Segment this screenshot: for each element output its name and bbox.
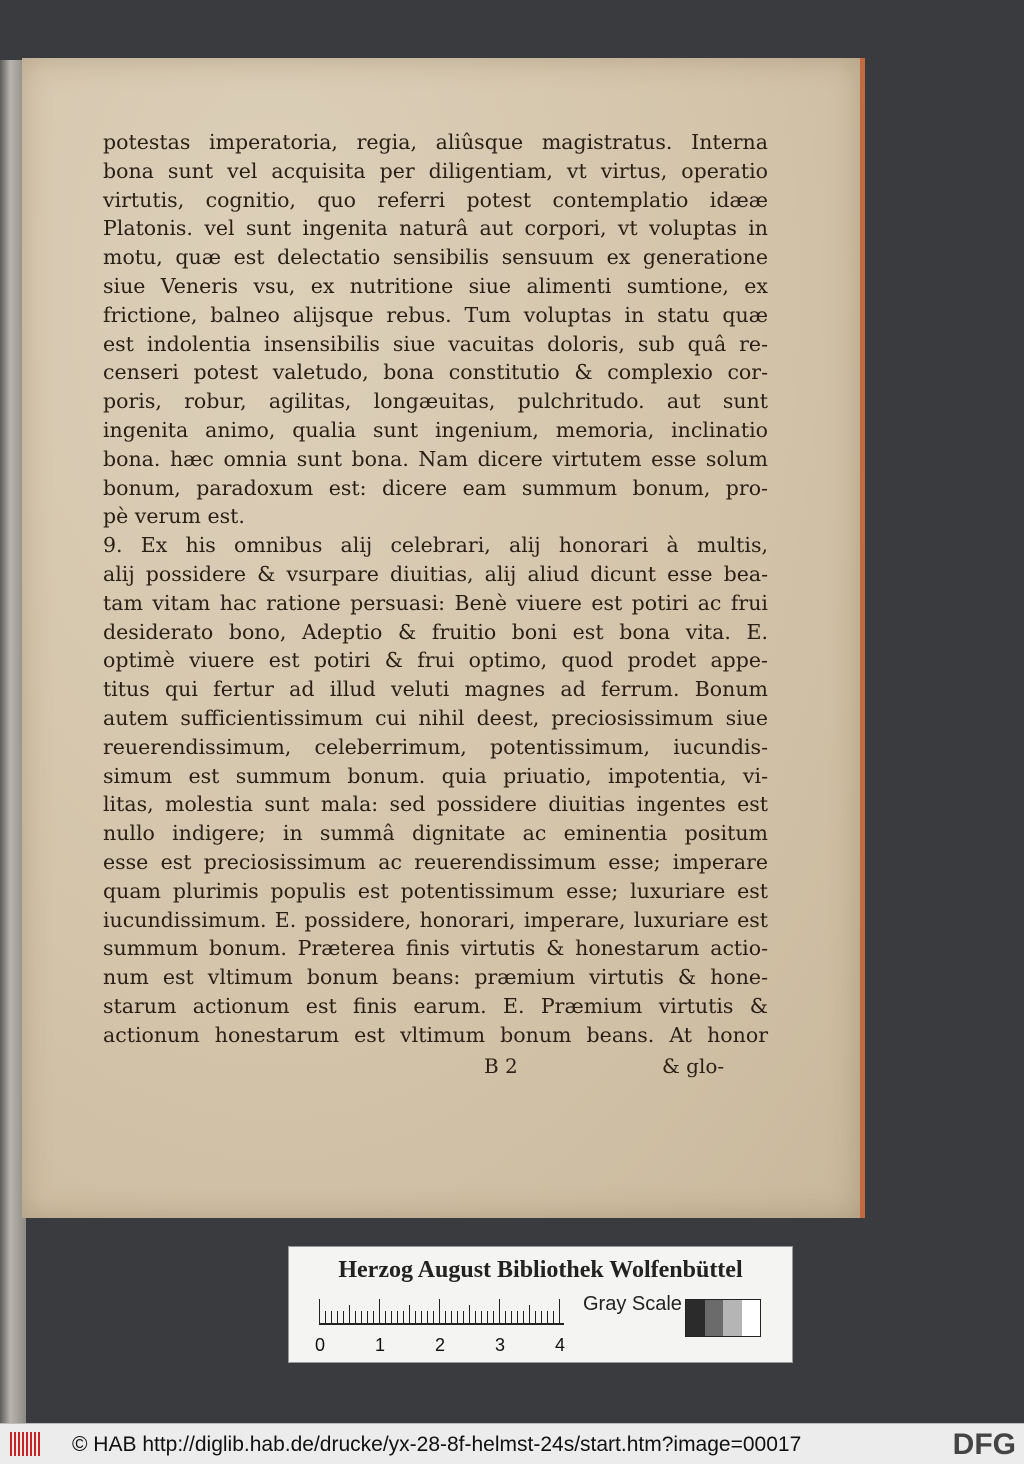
text-line: summum bonum. Præterea finis virtutis & honestarum actio- [103, 936, 768, 961]
ruler-tick [487, 1311, 488, 1323]
catchword: & glo- [662, 1054, 725, 1078]
ruler-tick [319, 1299, 320, 1323]
ruler-tick [349, 1305, 350, 1323]
text-line: bona sunt vel acquisita per diligentiam, vt virtus, operatio [103, 158, 768, 183]
barcode-icon [10, 1432, 44, 1456]
ruler-tick [337, 1311, 338, 1323]
text-line: virtutis, cognitio, quo referri potest contemplatio idææ [103, 187, 768, 212]
library-color-card [288, 1246, 793, 1363]
ruler-tick [325, 1311, 326, 1323]
ruler-tick [445, 1311, 446, 1323]
ruler-tick [481, 1311, 482, 1323]
ruler-label: 0 [315, 1335, 326, 1355]
book-page [22, 58, 865, 1218]
text-line: potestas imperatoria, regia, aliûsque magistratus. Interna [103, 130, 768, 154]
ruler-tick [505, 1311, 506, 1323]
page-text [103, 128, 768, 1050]
text-line: autem sufficientissimum cui nihil deest, preciosissimum siue [103, 705, 768, 730]
text-line: tam vitam hac ratione persuasi: Benè viuere est potiri ac frui [103, 590, 768, 615]
text-line: ingenita animo, qualia sunt ingenium, memoria, inclinatio [103, 417, 768, 442]
gray-scale-swatches [685, 1299, 761, 1337]
text-line: iucundissimum. E. possidere, honorari, imperare, luxuriare est [103, 907, 768, 932]
text-line: alij possidere & vsurpare diuitias, alij aliud dicunt esse bea- [103, 561, 768, 586]
ruler-label: 3 [495, 1335, 506, 1355]
text-line: bonum, paradoxum est: dicere eam summum bonum, pro- [103, 475, 768, 500]
gray-swatch [686, 1300, 705, 1336]
ruler-tick [559, 1299, 560, 1323]
text-line: bona. hæc omnia sunt bona. Nam dicere virtutem esse solum [103, 446, 768, 471]
text-line: pè verum est. [103, 504, 245, 529]
text-line: est indolentia insensibilis siue vacuitas doloris, sub quâ re- [103, 331, 768, 356]
text-line: frictione, balneo alijsque rebus. Tum voluptas in statu quæ [103, 302, 768, 327]
page-footer [22, 1054, 860, 1084]
text-line: starum actionum est finis earum. E. Præmium virtutis & [103, 993, 768, 1018]
text-line: nullo indigere; in summâ dignitate ac eminentia positum [103, 821, 768, 846]
text-line: siue Veneris vsu, ex nutritione siue alimenti sumtione, ex [103, 273, 768, 298]
gray-swatch [705, 1300, 724, 1336]
ruler-tick [547, 1311, 548, 1323]
text-line: poris, robur, agilitas, longæuitas, pulchritudo. aut sunt [103, 389, 768, 414]
ruler-label: 1 [375, 1335, 386, 1355]
ruler-tick [331, 1311, 332, 1323]
text-line: reuerendissimum, celeberrimum, potentissimum, iucundis- [103, 734, 768, 759]
ruler-tick [493, 1311, 494, 1323]
ruler-tick [517, 1311, 518, 1323]
text-line: litas, molestia sunt mala: sed possidere diuitias ingentes est [103, 792, 768, 817]
ruler-tick [475, 1311, 476, 1323]
ruler-baseline [319, 1323, 564, 1325]
ruler-tick [403, 1311, 404, 1323]
text-line: quam plurimis populis est potentissimum esse; luxuriare est [103, 878, 768, 903]
ruler-tick [451, 1311, 452, 1323]
text-line: num est vltimum bonum beans: præmium virtutis & hone- [103, 965, 768, 990]
text-line: Platonis. vel sunt ingenita naturâ aut corpori, vt voluptas in [103, 216, 768, 241]
ruler-tick [457, 1311, 458, 1323]
ruler-tick [433, 1311, 434, 1323]
library-name: Herzog August Bibliothek Wolfenbüttel [338, 1257, 743, 1283]
ruler-tick [367, 1311, 368, 1323]
ruler-tick [427, 1311, 428, 1323]
source-url[interactable]: © HAB http://diglib.hab.de/drucke/yx-28-8f-helmst-24s/start.htm?image=00017 [72, 1433, 802, 1456]
ruler-tick [397, 1311, 398, 1323]
text-line: actionum honestarum est vltimum bonum beans. At honor [103, 1022, 768, 1047]
ruler-tick [499, 1299, 500, 1323]
text-line: desiderato bono, Adeptio & fruitio boni est bona vita. E. [103, 619, 768, 644]
ruler-tick [421, 1311, 422, 1323]
ruler-tick [469, 1305, 470, 1323]
viewer-footer-bar [0, 1423, 1024, 1464]
ruler-tick [415, 1311, 416, 1323]
ruler-tick [343, 1311, 344, 1323]
ruler-tick [541, 1311, 542, 1323]
ruler-tick [373, 1311, 374, 1323]
gray-swatch [742, 1300, 761, 1336]
scale-ruler [315, 1297, 569, 1357]
gray-swatch [723, 1300, 742, 1336]
text-line: titus qui fertur ad illud veluti magnes ad ferrum. Bonum [103, 677, 768, 702]
ruler-label: 2 [435, 1335, 446, 1355]
ruler-tick [379, 1299, 380, 1323]
ruler-tick [409, 1305, 410, 1323]
ruler-tick [463, 1311, 464, 1323]
ruler-tick [535, 1311, 536, 1323]
ruler-tick [511, 1311, 512, 1323]
ruler-tick [439, 1299, 440, 1323]
text-line: simum est summum bonum. quia priuatio, impotentia, vi- [103, 763, 768, 788]
text-line: esse est preciosissimum ac reuerendissimum esse; imperare [103, 849, 768, 874]
ruler-tick [361, 1311, 362, 1323]
text-line: censeri potest valetudo, bona constitutio & complexio cor- [103, 360, 768, 385]
ruler-tick [529, 1305, 530, 1323]
gray-scale-label: Gray Scale [583, 1293, 682, 1315]
ruler-tick [391, 1311, 392, 1323]
signature-mark: B 2 [484, 1054, 518, 1078]
ruler-label: 4 [555, 1335, 566, 1355]
text-line: optimè viuere est potiri & frui optimo, quod prodet appe- [103, 648, 768, 673]
ruler-tick [553, 1311, 554, 1323]
dfg-logo: DFG [952, 1428, 1016, 1461]
text-line: motu, quæ est delectatio sensibilis sensuum ex generatione [103, 245, 768, 270]
ruler-tick [355, 1311, 356, 1323]
ruler-tick [523, 1311, 524, 1323]
text-line: 9. Ex his omnibus alij celebrari, alij honorari à multis, [103, 533, 768, 558]
ruler-tick [385, 1311, 386, 1323]
